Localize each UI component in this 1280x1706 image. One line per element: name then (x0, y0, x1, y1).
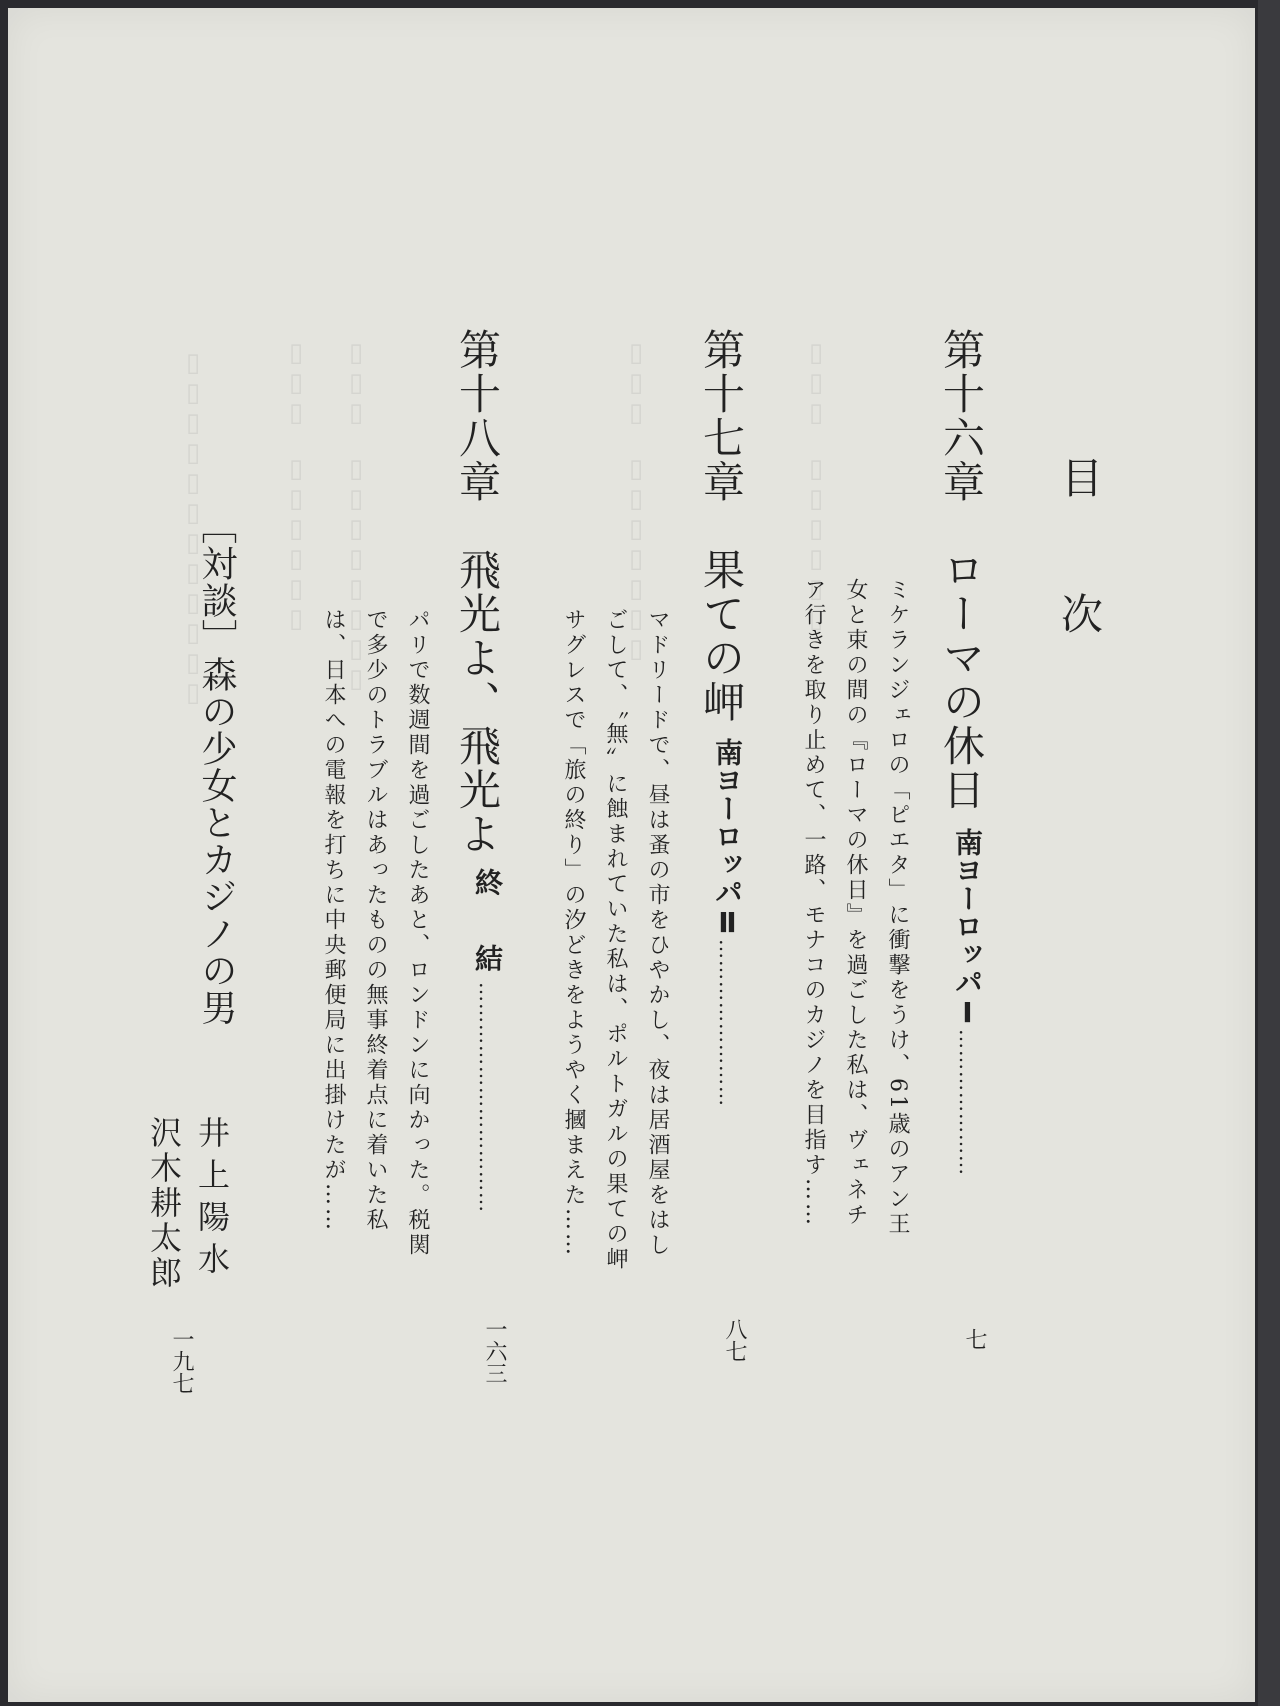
book-page (8, 8, 1255, 1702)
show-through-ghost: ▯▯▯ ▯▯▯▯▯▯▯ (621, 338, 651, 664)
page-title: 目 次 (1055, 456, 1104, 660)
page-number: 七 (962, 1328, 987, 1350)
summary-line: ア行きを取り止めて、一路、モナコのカジノを目指す…… (801, 578, 826, 1228)
summary-line: マドリードで、昼は蚤の市をひやかし、夜は居酒屋をはし (645, 608, 670, 1258)
chapter-heading: 第十六章 ローマの休日 (937, 328, 986, 812)
leader-dots: …………………………… (475, 982, 499, 1213)
show-through-ghost: ▯▯▯ ▯▯▯▯▯▯▯▯ (341, 338, 371, 694)
chapter-subtitle-line (471, 868, 504, 1213)
scanner-background (1258, 0, 1280, 1706)
summary-line: サグレスで「旅の終り」の汐どきをようやく摑まえた…… (561, 608, 586, 1258)
summary-line: ミケランジェロの「ピエタ」に衝撃をうけ、61歳のアン王 (885, 578, 910, 1237)
show-through-ghost: ▯▯▯ ▯▯▯▯▯▯ (281, 338, 311, 634)
dialogue-title: ［対談］森の少女とカジノの男 (196, 508, 237, 1026)
summary-line: は、日本への電報を打ちに中央郵便局に出掛けたが…… (321, 608, 346, 1233)
summary-line: パリで数週間を過ごしたあと、ロンドンに向かった。税関 (405, 608, 430, 1258)
chapter-heading: 第十八章 飛光よ、飛光よ (453, 328, 502, 856)
dialogue-author: 井上陽水 (193, 1116, 231, 1284)
show-through-ghost: ▯▯▯ ▯▯▯▯▯▯ (801, 338, 831, 634)
chapter-subtitle-line (711, 738, 744, 1107)
leader-dots: ………………… (955, 1029, 979, 1176)
page-number: 一六三 (482, 1318, 507, 1384)
page-number: 八七 (722, 1318, 747, 1362)
chapter-subtitle: 南ヨーロッパⅡ (711, 738, 744, 939)
page-number: 一九七 (169, 1328, 194, 1394)
chapter-subtitle: 南ヨーロッパⅠ (951, 828, 984, 1029)
chapter-subtitle: 終 結 (471, 868, 504, 982)
leader-dots: …………………… (715, 939, 739, 1107)
chapter-heading: 第十七章 果ての岬 (697, 328, 746, 724)
summary-line: 女と束の間の『ローマの休日』を過ごした私は、ヴェネチ (843, 578, 868, 1228)
chapter-subtitle-line (951, 828, 984, 1176)
summary-line: で多少のトラブルはあったものの無事終着点に着いた私 (363, 608, 388, 1233)
summary-line: ごして、〝無〟に蝕まれていた私は、ポルトガルの果ての岬 (603, 608, 628, 1272)
show-through-ghost: ▯▯▯▯▯▯▯▯▯▯▯▯ (178, 348, 208, 708)
dialogue-author: 沢木耕太郎 (145, 1116, 183, 1291)
